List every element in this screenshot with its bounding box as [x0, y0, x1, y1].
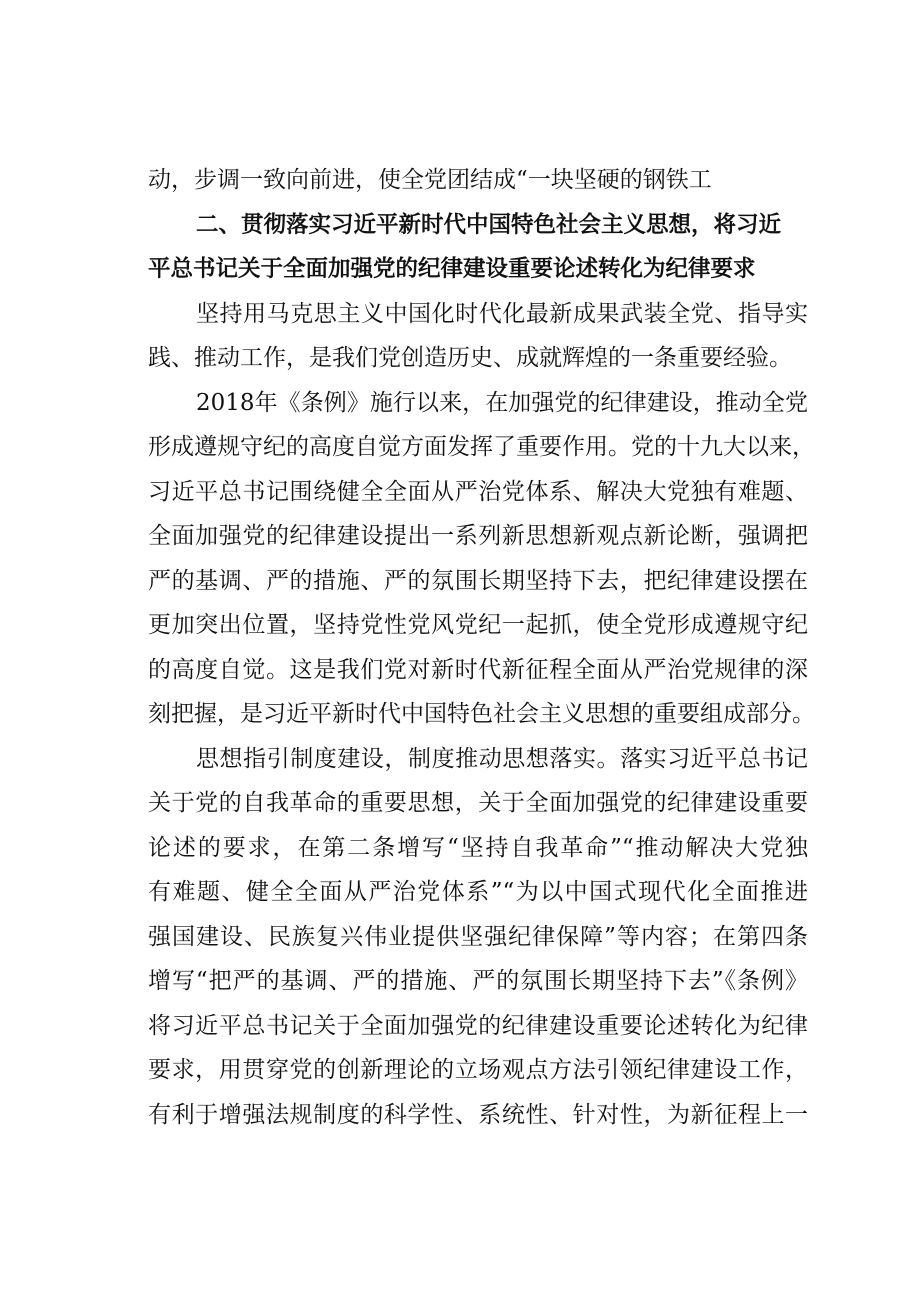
- paragraph-line: 坚持用马克思主义中国化时代化最新成果武装全党、指导实: [196, 300, 808, 327]
- paragraph-line: 关于党的自我革命的重要思想，关于全面加强党的纪律建设重要: [148, 790, 808, 816]
- paragraph-line: 强国建设、民族复兴伟业提供坚强纪律保障”等内容；在第四条: [148, 923, 808, 950]
- paragraph-line: 形成遵规守纪的高度自觉方面发挥了重要作用。党的十九大以来，: [148, 434, 815, 460]
- paragraph-line: 将习近平总书记关于全面加强党的纪律建设重要论述转化为纪律: [148, 1012, 808, 1039]
- paragraph-line: 的高度自觉。这是我们党对新时代新征程全面从严治党规律的深: [148, 656, 808, 683]
- section-heading-line: 二、贯彻落实习近平新时代中国特色社会主义思想，将习近: [196, 211, 782, 238]
- paragraph-line: 要求，用贯穿党的创新理论的立场观点方法引领纪律建设工作，: [148, 1057, 808, 1083]
- paragraph-line: 严的基调、严的措施、严的氛围长期坚持下去，把纪律建设摆在: [148, 567, 808, 594]
- paragraph-line: 践、推动工作，是我们党创造历史、成就辉煌的一条重要经验。: [148, 345, 792, 371]
- paragraph-line: 2018年《条例》施行以来，在加强党的纪律建设，推动全党: [196, 389, 808, 416]
- paragraph-line: 思想指引制度建设，制度推动思想落实。落实习近平总书记: [196, 745, 808, 772]
- section-heading-line: 平总书记关于全面加强党的纪律建设重要论述转化为纪律要求: [148, 256, 756, 282]
- body-line: 动，步调一致向前进，使全党团结成“一块坚硬的钢铁工: [148, 167, 712, 193]
- paragraph-line: 刻把握，是习近平新时代中国特色社会主义思想的重要组成部分。: [148, 701, 815, 727]
- paragraph-line: 全面加强党的纪律建设提出一系列新思想新观点新论断，强调把: [148, 523, 808, 549]
- paragraph-line: 习近平总书记围绕健全全面从严治党体系、解决大党独有难题、: [148, 478, 808, 505]
- paragraph-line: 更加突出位置，坚持党性党风党纪一起抓，使全党形成遵规守纪: [148, 612, 808, 638]
- paragraph-line: 论述的要求，在第二条增写“坚持自我革命”“推动解决大党独: [148, 834, 808, 861]
- document-body: [148, 158, 815, 1137]
- paragraph-line: 有利于增强法规制度的科学性、系统性、针对性，为新征程上一: [148, 1101, 808, 1128]
- paragraph-line: 有难题、健全全面从严治党体系”“为以中国式现代化全面推进: [148, 879, 808, 905]
- paragraph-line: 增写“把严的基调、严的措施、严的氛围长期坚持下去”《条例》: [148, 968, 808, 994]
